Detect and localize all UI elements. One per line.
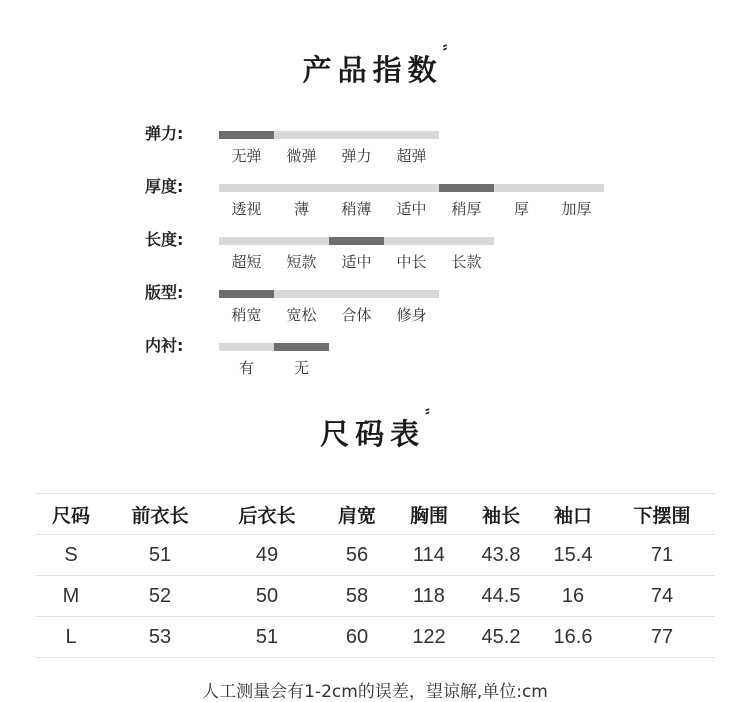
scale-option-label: 弹力 — [341, 147, 372, 165]
scale-option-label: 适中 — [341, 253, 372, 271]
scale-option-label: 薄 — [293, 200, 309, 218]
size-chart-title — [0, 403, 750, 453]
scale-segment — [384, 290, 439, 298]
scale-option-label: 宽松 — [286, 306, 317, 324]
scale-segment-selected — [219, 131, 274, 139]
table-cell: 118 — [393, 576, 465, 617]
table-cell: 16.6 — [537, 617, 609, 658]
table-cell: 77 — [609, 617, 715, 658]
size-table — [35, 493, 715, 658]
size-chart-title-text: 尺码表 — [320, 417, 426, 451]
scale-segment — [274, 290, 329, 298]
table-cell: 15.4 — [537, 535, 609, 576]
scale-option-label: 中长 — [396, 253, 427, 271]
table-cell: 71 — [609, 535, 715, 576]
scale-segment — [274, 237, 329, 245]
table-cell: S — [35, 535, 107, 576]
measurement-note: 人工测量会有1-2cm的误差，望谅解,单位:cm — [202, 682, 548, 702]
attribute-row — [0, 283, 750, 338]
product-index-title-text: 产品指数 — [302, 53, 443, 87]
size-table-header — [35, 494, 715, 535]
table-cell: 114 — [393, 535, 465, 576]
column-header: 后衣长 — [213, 494, 321, 535]
table-row — [35, 617, 715, 658]
table-cell: L — [35, 617, 107, 658]
table-cell: 16 — [537, 576, 609, 617]
scale-option-label: 微弹 — [286, 147, 317, 165]
scale-segment — [384, 237, 439, 245]
attribute-label: 长度: — [145, 230, 184, 249]
scale-segment — [549, 184, 604, 192]
table-cell: 58 — [321, 576, 393, 617]
table-cell: 74 — [609, 576, 715, 617]
column-header: 肩宽 — [321, 494, 393, 535]
scale-option-label: 稍薄 — [341, 200, 372, 218]
table-cell: 49 — [213, 535, 321, 576]
attribute-label: 厚度: — [145, 177, 184, 196]
table-cell: 51 — [107, 535, 213, 576]
scale-segment — [329, 290, 384, 298]
table-cell: 56 — [321, 535, 393, 576]
scale-option-label: 无弹 — [231, 147, 262, 165]
sparkle-icon: ⸗ — [425, 403, 430, 419]
attribute-row — [0, 230, 750, 285]
attribute-label: 内衬: — [145, 336, 184, 355]
scale-segment-selected — [219, 290, 274, 298]
scale-option-label: 适中 — [396, 200, 427, 218]
scale-segment — [439, 237, 494, 245]
table-cell: 53 — [107, 617, 213, 658]
table-cell: 44.5 — [465, 576, 537, 617]
column-header: 袖长 — [465, 494, 537, 535]
scale-segment — [384, 131, 439, 139]
scale-option-label: 稍厚 — [451, 200, 482, 218]
attribute-label: 版型: — [145, 283, 184, 302]
scale-option-label: 加厚 — [561, 200, 592, 218]
scale-segment — [494, 184, 549, 192]
scale-option-label: 透视 — [231, 200, 262, 218]
table-cell: 52 — [107, 576, 213, 617]
scale-segment — [219, 237, 274, 245]
table-cell: 60 — [321, 617, 393, 658]
scale-segment — [329, 131, 384, 139]
scale-option-label: 厚 — [513, 200, 529, 218]
scale-option-label: 修身 — [396, 306, 427, 324]
column-header: 袖口 — [537, 494, 609, 535]
scale-option-label: 无 — [293, 359, 309, 377]
scale-option-label: 合体 — [341, 306, 372, 324]
table-cell: 51 — [213, 617, 321, 658]
table-cell: 45.2 — [465, 617, 537, 658]
table-row — [35, 576, 715, 617]
table-cell: 122 — [393, 617, 465, 658]
attribute-row — [0, 124, 750, 179]
product-index-title — [0, 39, 750, 89]
scale-segment-selected — [274, 343, 329, 351]
scale-segment — [384, 184, 439, 192]
scale-segment — [274, 131, 329, 139]
scale-option-label: 稍宽 — [231, 306, 262, 324]
scale-segment — [329, 184, 384, 192]
scale-option-label: 超短 — [231, 253, 262, 271]
scale-option-label: 短款 — [286, 253, 317, 271]
scale-segment — [274, 184, 329, 192]
scale-segment — [219, 184, 274, 192]
column-header: 胸围 — [393, 494, 465, 535]
scale-option-label: 有 — [238, 359, 254, 377]
table-cell: 50 — [213, 576, 321, 617]
sparkle-icon: ⸗ — [442, 39, 448, 55]
scale-segment — [219, 343, 274, 351]
attribute-row — [0, 177, 750, 232]
column-header: 尺码 — [35, 494, 107, 535]
table-row — [35, 535, 715, 576]
size-table-body — [35, 535, 715, 658]
column-header: 下摆围 — [609, 494, 715, 535]
attribute-label: 弹力: — [145, 124, 184, 143]
table-cell: M — [35, 576, 107, 617]
scale-segment-selected — [439, 184, 494, 192]
table-cell: 43.8 — [465, 535, 537, 576]
column-header: 前衣长 — [107, 494, 213, 535]
attribute-row — [0, 336, 750, 391]
scale-option-label: 长款 — [451, 253, 482, 271]
scale-option-label: 超弹 — [396, 147, 427, 165]
scale-segment-selected — [329, 237, 384, 245]
